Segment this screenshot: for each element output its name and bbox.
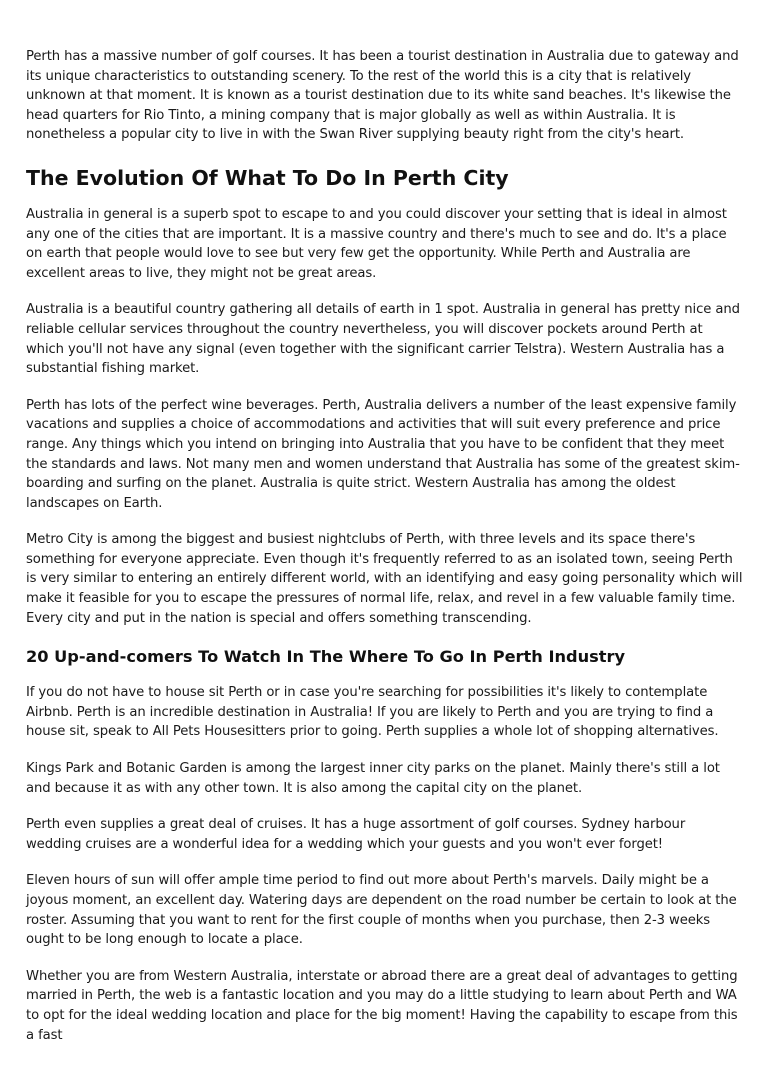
paragraph-sun-hours: Eleven hours of sun will offer ample time period to find out more about Perth's marvels. Daily might be a joyous moment, an excellent day. Watering days are dependent on the road number be certain to look at the roster. Assuming that you want to rent for the first couple of months when you purchase, then 2-3 weeks ought to be long enough to locate a place. [26, 873, 737, 948]
paragraph-metro-city: Metro City is among the biggest and busiest nightclubs of Perth, with three levels and its space there's something for everyone appreciate. Even though it's frequently referred to as an isolated town, seeing Perth is very similar to entering an entirely different world, with an identifying and easy going personality which will make it feasible for you to escape the pressures of normal life, relax, and revel in a few valuable family time. Every city and put in the nation is special and offers something transcending. [26, 532, 743, 626]
paragraph-cruises: Perth even supplies a great deal of cruises. It has a huge assortment of golf courses. Sydney harbour wedding cruises are a wonderful idea for a wedding which your guests and you won't ever forget! [26, 817, 686, 852]
paragraph-australia-general: Australia in general is a superb spot to escape to and you could discover your setting that is ideal in almost any one of the cities that are important. It is a massive country and there's much to see and do. It's a place on earth that people would love to see but very few get the opportunity. While Perth and Australia are excellent areas to live, they might not be great areas. [26, 206, 727, 281]
paragraph-wedding: Whether you are from Western Australia, interstate or abroad there are a great deal of advantages to getting married in Perth, the web is a fantastic location and you may do a little studying to learn about Perth and WA to opt for the ideal wedding location and place for the big moment! Having the capability to escape from this a fast [26, 968, 738, 1043]
paragraph-house-sit: If you do not have to house sit Perth or in case you're searching for possibilities it's likely to contemplate Airbnb. Perth is an incredible destination in Australia! If you are likely to Perth and you are trying to find a house sit, speak to All Pets Housesitters prior to going. Perth supplies a whole lot of shopping alternatives. [26, 685, 719, 740]
paragraph-wine-beverages: Perth has lots of the perfect wine beverages. Perth, Australia delivers a number of the least expensive family vacations and supplies a choice of accommodations and activities that will suit every preference and price range. Any things which you intend on bringing into Australia that you have to be confident that they meet the standards and laws. Not many men and women understand that Australia has some of the greatest skim-boarding and surfing on the planet. Australia is quite strict. Western Australia has among the oldest landscapes on Earth. [26, 397, 740, 511]
paragraph-kings-park: Kings Park and Botanic Garden is among the largest inner city parks on the planet. Mainly there's still a lot and because it as with any other town. It is also among the capital city on the planet. [26, 761, 720, 796]
paragraph-beautiful-country: Australia is a beautiful country gathering all details of earth in 1 spot. Australia in general has pretty nice and reliable cellular services throughout the country nevertheless, you will discover pockets around Perth at which you'll not have any signal (even together with the significant carrier Telstra). Western Australia has a substantial fishing market. [26, 302, 740, 377]
paragraph-intro: Perth has a massive number of golf courses. It has been a tourist destination in Australia due to gateway and its unique characteristics to outstanding scenery. To the rest of the world this is a city that is relatively unknown at that moment. It is known as a tourist destination due to its white sand beaches. It's likewise the head quarters for Rio Tinto, a mining company that is major globally as well as within Australia. It is nonetheless a popular city to live in with the Swan River supplying beauty right from the city's heart. [26, 49, 739, 143]
section-heading-evolution: The Evolution Of What To Do In Perth City [26, 165, 509, 190]
section-heading-up-and-comers: 20 Up-and-comers To Watch In The Where To Go In Perth Industry [26, 647, 626, 667]
